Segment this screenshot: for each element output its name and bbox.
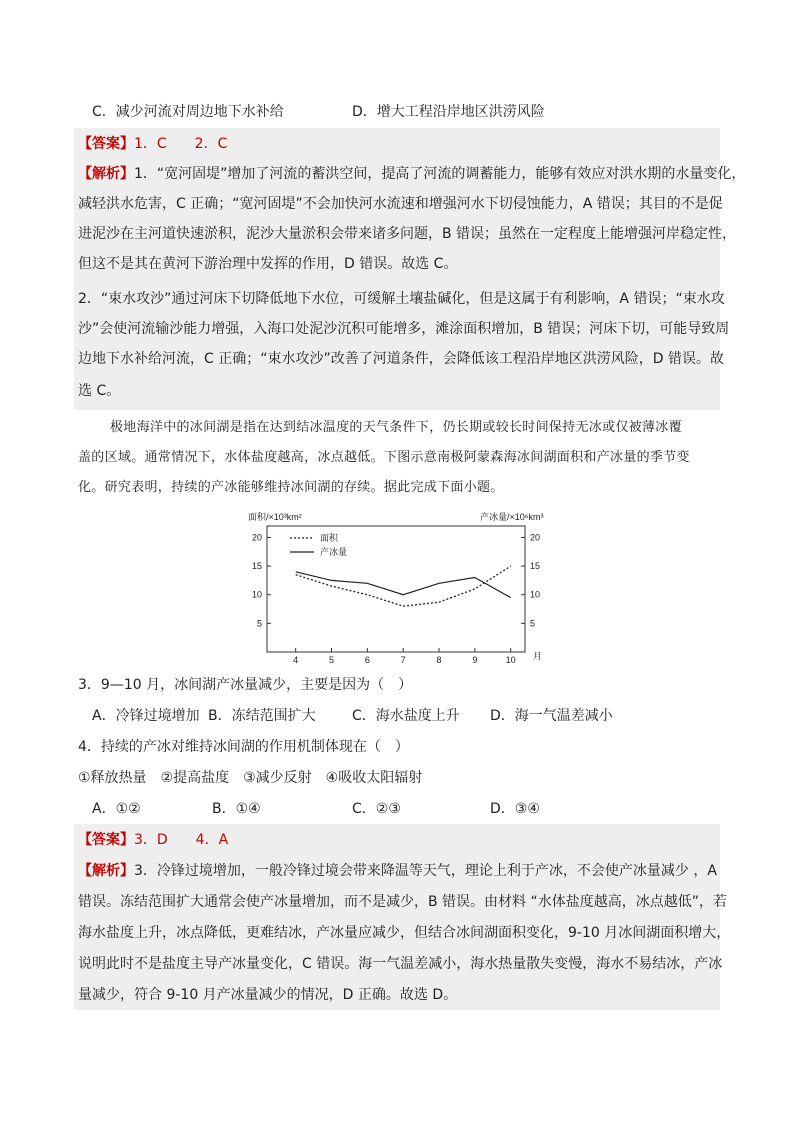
analysis-line: 选 C。 [78, 383, 121, 399]
y-tick-label-left: 15 [251, 561, 262, 572]
analysis-line: 2．“束水攻沙”通过河床下切降低地下水位，可缓解土壤盐碱化，但是这属于有利影响，A 错误；“束水攻 [78, 291, 725, 307]
y-tick-label-right: 20 [530, 532, 541, 543]
analysis-tag: 【解析】 [78, 166, 134, 182]
analysis-line: 边地下水补给河流，C 正确；“束水攻沙”改善了河道条件，会降低该工程沿岸地区洪涝风险，D 错误。故 [78, 351, 724, 367]
analysis-block-2 [74, 824, 723, 1010]
y-tick-label-right: 15 [530, 561, 541, 572]
answer-line-1 [78, 134, 227, 154]
answer-text: 3．D 4．A [134, 832, 229, 848]
question-3-stem: 3．9—10 月，冰间湖产冰量减少，主要是因为（ ） [78, 677, 413, 693]
legend-label: 面积 [320, 533, 339, 543]
q4-option-a[interactable]: A．①② [92, 801, 141, 817]
option-c-prev: C．减少河流对周边地下水补给 [92, 104, 284, 120]
q3-option-a[interactable]: A．冷锋过境增加 [92, 708, 200, 724]
answer-tag: 【答案】 [78, 832, 134, 848]
x-tick-label: 6 [364, 655, 370, 665]
analysis-text: 3．冷锋过境增加，一般冷锋过境会带来降温等天气，理论上利于产冰，不会使产冰量减少 ，A [134, 863, 717, 879]
q3-option-b[interactable]: B．冻结范围扩大 [208, 708, 316, 724]
y-tick-label-right: 10 [530, 589, 541, 600]
analysis-line: 减轻洪水危害，C 正确；“宽河固堤”不会加快河水流速和增强河水下切侵蚀能力，A 错误；其目的不是促 [78, 196, 723, 212]
question-4-stem: 4．持续的产冰对维持冰间湖的作用机制体现在（ ） [78, 739, 409, 755]
y-tick-label-right: 5 [530, 618, 536, 629]
x-tick-label: 10 [505, 655, 516, 665]
x-tick-label: 5 [328, 655, 335, 665]
y-tick-label-left: 20 [251, 532, 262, 543]
q4-option-c[interactable]: C．②③ [352, 801, 401, 817]
y-tick-label-left: 5 [256, 618, 262, 629]
x-tick-label: 8 [436, 655, 442, 665]
passage-line: 极地海洋中的冰间湖是指在达到结冰温度的天气条件下，仍长期或较长时间保持无冰或仅被薄冰覆 [110, 420, 682, 435]
q3-option-c[interactable]: C．海水盐度上升 [352, 708, 460, 724]
x-tick-label: 4 [293, 655, 299, 665]
passage-line: 盖的区域。通常情况下，水体盐度越高，冰点越低。下图示意南极阿蒙森海冰间湖面积和产冰量的季节变 [78, 450, 690, 465]
analysis-line: 进泥沙在主河道快速淤积，泥沙大量淤积会带来诸多问题，B 错误；虽然在一定程度上能增强河岸稳定性， [78, 226, 737, 242]
analysis-line: 海水盐度上升，冰点降低，更难结冰，产冰量应减少，但结合冰间湖面积变化，9-10 月冰间湖面积增大， [78, 925, 731, 941]
option-d-prev: D．增大工程沿岸地区洪涝风险 [352, 104, 545, 120]
q4-option-b[interactable]: B．①④ [212, 801, 261, 817]
analysis-line: 量减少，符合 9-10 月产冰量减少的情况，D 正确。故选 D。 [78, 987, 458, 1003]
answer-tag: 【答案】 [78, 136, 134, 152]
legend-label: 产冰量 [320, 547, 348, 557]
q3-option-d[interactable]: D．海一气温差减小 [490, 708, 613, 724]
series-line-1 [296, 566, 511, 606]
answer-text: 1．C 2．C [134, 136, 228, 152]
y-tick-label-left: 10 [251, 589, 262, 600]
plot-frame [267, 526, 525, 652]
analysis-text: 1．“宽河固堤”增加了河流的蓄洪空间，提高了河流的调蓄能力，能够有效应对洪水期的水量变化， [134, 166, 746, 182]
q4-option-d[interactable]: D．③④ [490, 801, 540, 817]
x-tick-label: 7 [400, 655, 406, 665]
question-4-items: ①释放热量 ②提高盐度 ③减少反射 ④吸收太阳辐射 [78, 770, 423, 786]
analysis-line [78, 861, 717, 881]
analysis-tag: 【解析】 [78, 863, 134, 879]
y-axis-right-label: 产冰量/×10⁶km³ [480, 512, 544, 522]
passage-line: 化。研究表明，持续的产冰能够维持冰间湖的存续。据此完成下面小题。 [78, 480, 504, 495]
analysis-line: 沙”会使河流输沙能力增强，入海口处泥沙沉积可能增多，滩涂面积增加，B 错误；河床下切，可能导致周 [78, 321, 730, 337]
analysis-line: 错误。冻结范围扩大通常会使产冰量增加，而不是减少，B 错误。由材料 “水体盐度越高，冰点越低”，若 [78, 894, 728, 910]
analysis-line: 说明此时不是盐度主导产冰量变化，C 错误。海一气温差减小，海水热量散失变慢，海水不易结冰，产冰 [78, 956, 723, 972]
answer-line-2 [78, 830, 228, 850]
x-tick-label: 9 [472, 655, 478, 665]
ice-chart [230, 510, 560, 670]
y-axis-left-label: 面积/×10³km² [248, 512, 302, 522]
x-axis-label: 月 [533, 651, 543, 661]
analysis-line [78, 164, 745, 184]
analysis-line: 但这不是其在黄河下游治理中发挥的作用，D 错误。故选 C。 [78, 256, 458, 272]
